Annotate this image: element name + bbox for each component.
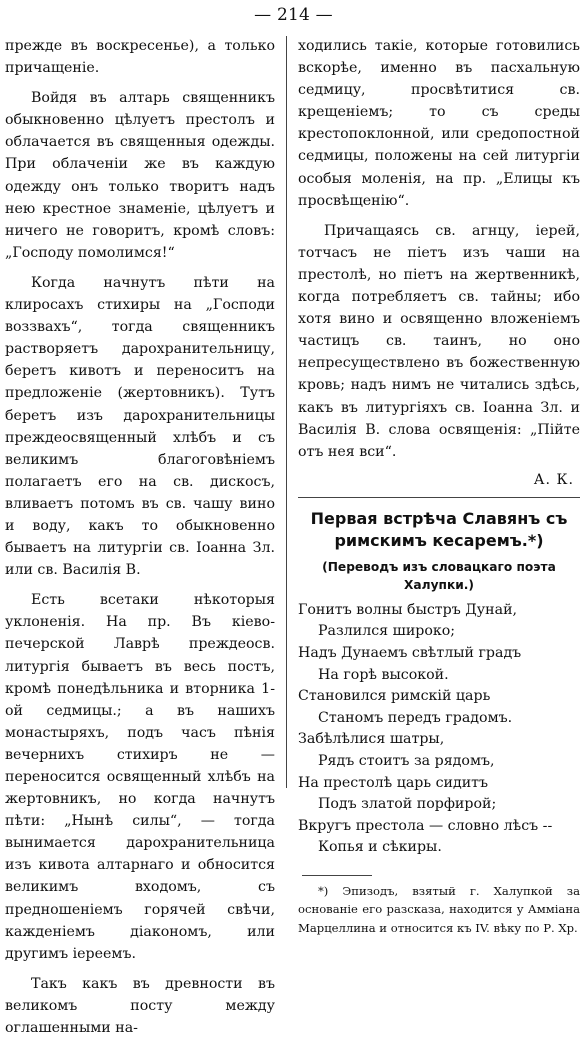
poem-line: Рядъ стоитъ за рядомъ, (318, 752, 495, 769)
paragraph: ходились такіе, которые готовились вскорѣе, именно въ пасхальную седмицу, просвѣтитися св. крещеніемъ; то съ среды крестопоклонной, или средопостной седмицы, положены на сей литургіи особыя моленія, на пр. „Елицы къ просвѣщенію“. (298, 38, 580, 209)
column-divider (286, 36, 287, 788)
right-column (298, 35, 580, 935)
page-number: — 214 — (254, 5, 333, 25)
paragraph: Причащаясь св. агнцу, іерей, тотчасъ не піетъ изъ чаши на престолѣ, но піетъ на жертвенникѣ, когда потребляетъ св. тайны; ибо хотя вино и освященно вложеніемъ частицъ св. таинъ, но оно непресуществлено въ божественную кровь; надъ нимъ не читались здѣсь, какъ въ литургіяхъ св. Іоанна Зл. и Василія В. слова освященія: „Пійте отъ нея вси“. (298, 222, 580, 460)
poem-title-line-2: римскимъ кесаремъ.*) (334, 530, 544, 550)
paragraph: Войдя въ алтарь священникъ обыкновенно цѣлуетъ престолъ и облачается въ священныя одежды. При облаченіи же въ каждую одежду онъ только творитъ надъ нею крестное знаменіе, цѣлуетъ и ничего не говоритъ, кромѣ словъ: „Господу помолимся!“ (5, 90, 275, 261)
footnote: *) Эпизодъ, взятый г. Халупкой за основаніе его разсказа, находится у Амміана Марцеллина и относится къ IV. вѣку по Р. Хр. (298, 883, 580, 935)
section-rule (298, 497, 580, 498)
paragraph: Есть всетаки нѣкоторыя уклоненія. На пр. Въ кіево-печерской Лаврѣ преждеосв. литургія бываетъ въ весь постъ, кромѣ понедѣльника и вторника 1-ой седмицы.; а въ нашихъ монастыряхъ, подъ часъ пѣнія вечернихъ стихиръ не — переносится освященный хлѣбъ на жертовникъ, но когда начнутъ пѣти: „Нынѣ силы“, — тогда вынимается дарохранительница изъ кивота алтарнаго и обносится великимъ входомъ, съ предношеніемъ горячей свѣчи, кажденіемъ діакономъ, или другимъ іереемъ. (5, 592, 275, 962)
poem-line: Вкругъ престола — словно лѣсъ -- (298, 817, 553, 834)
poem-line: Становился римскій царь (298, 688, 491, 705)
poem (298, 600, 580, 859)
poem-line: Подъ златой порфирой; (318, 796, 497, 813)
poem-line: На горѣ высокой. (318, 666, 449, 683)
poem-line: Надъ Дунаемъ свѣтлый градъ (298, 644, 522, 661)
poem-line: На престолѣ царь сидитъ (298, 774, 489, 791)
poem-line: Копья и сѣкиры. (318, 839, 442, 856)
left-column (5, 35, 275, 1037)
paragraph: прежде въ воскресенье), а только причащеніе. (5, 38, 275, 77)
footnote-rule (302, 875, 372, 876)
poem-line: Забѣлѣлися шатры, (298, 731, 445, 748)
poem-line: Разлился широко; (318, 623, 456, 640)
paragraph: Такъ какъ въ древности въ великомъ посту между оглашенными на- (5, 975, 275, 1037)
poem-title-line-1: Первая встрѣча Славянъ съ (310, 508, 568, 528)
poem-subtitle: (Переводъ изъ словацкаго поэта Халупки.) (322, 559, 556, 592)
author-signature: А. К. (533, 471, 574, 488)
poem-line: Станомъ передъ градомъ. (318, 709, 513, 726)
poem-line: Гонитъ волны быстръ Дунай, (298, 601, 518, 618)
paragraph: Когда начнутъ пѣти на клиросахъ стихиры на „Господи воззвахъ“, тогда священникъ растворяетъ дарохранительницу, беретъ кивотъ и переноситъ на предложеніе (жертовникъ). Тутъ беретъ изъ дарохранительницы преждеосвященный хлѣбъ и съ великимъ благоговѣніемъ полагаетъ его на св. дискосъ, вливаетъ потомъ въ св. чашу вино и воду, какъ то обыкновенно бываетъ на литургіи св. Іоанна Зл. или св. Василія В. (5, 274, 275, 579)
